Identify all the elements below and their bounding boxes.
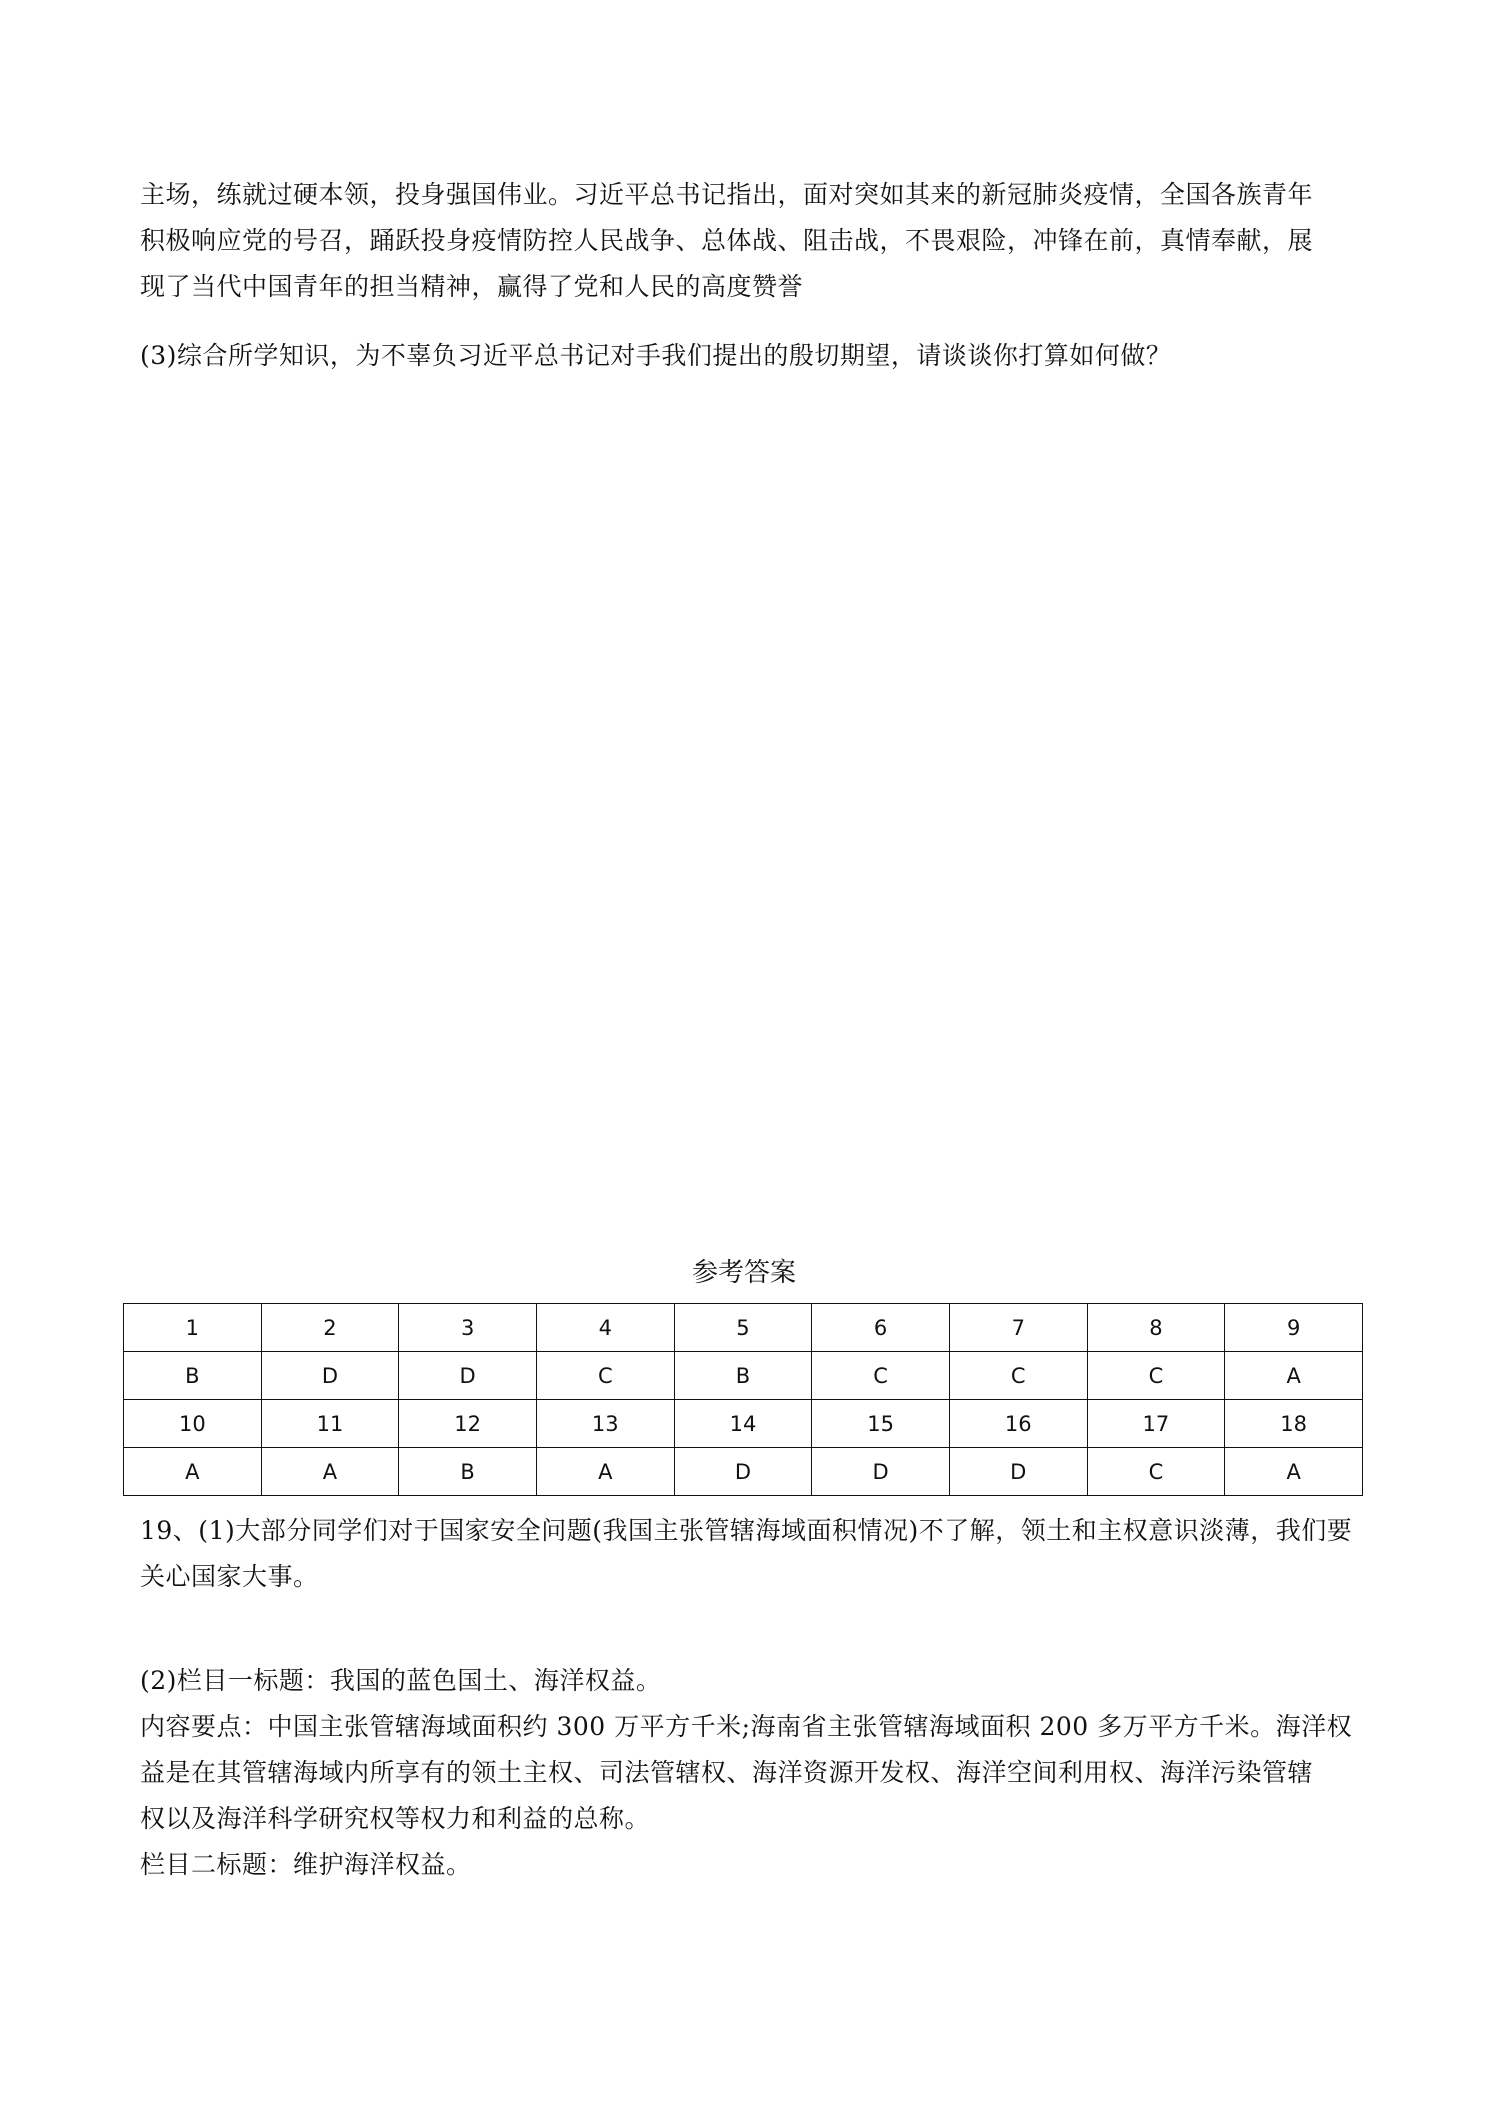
answer-line: 益是在其管辖海域内所享有的领土主权、司法管辖权、海洋资源开发权、海洋空间利用权、海洋污染管辖: [140, 1758, 1314, 1787]
answer-title: 参考答案: [691, 1258, 796, 1288]
intro-line: 主场，练就过硬本领，投身强国伟业。习近平总书记指出，面对突如其来的新冠肺炎疫情，全国各族青年: [140, 180, 1314, 209]
question-number-cell: 5: [674, 1304, 812, 1352]
question-number-cell: 15: [812, 1400, 950, 1448]
question-number-cell: 10: [124, 1400, 262, 1448]
answer-cell: A: [1225, 1352, 1363, 1400]
table-row: [124, 1304, 1363, 1352]
answer-cell: A: [536, 1448, 674, 1496]
answer-line: 关心国家大事。: [140, 1562, 319, 1591]
answer-cell: A: [1225, 1448, 1363, 1496]
answer-cell: B: [124, 1352, 262, 1400]
question-number-cell: 2: [261, 1304, 399, 1352]
answer-cell: D: [949, 1448, 1087, 1496]
answer-cell: C: [812, 1352, 950, 1400]
question-number-cell: 6: [812, 1304, 950, 1352]
answer-cell: C: [1087, 1352, 1225, 1400]
question-number-cell: 16: [949, 1400, 1087, 1448]
table-row: [124, 1448, 1363, 1496]
answer-table: [123, 1303, 1363, 1496]
answer-cell: B: [674, 1352, 812, 1400]
question-number-cell: 11: [261, 1400, 399, 1448]
answer-line: 权以及海洋科学研究权等权力和利益的总称。: [140, 1804, 651, 1833]
answer-cell: C: [949, 1352, 1087, 1400]
answer-line: (2)栏目一标题：我国的蓝色国土、海洋权益。: [140, 1666, 662, 1695]
answer-cell: D: [812, 1448, 950, 1496]
question-number-cell: 17: [1087, 1400, 1225, 1448]
question-number-cell: 14: [674, 1400, 812, 1448]
answer-cell: A: [124, 1448, 262, 1496]
intro-paragraph: [140, 172, 1362, 310]
intro-line: 积极响应党的号召，踊跃投身疫情防控人民战争、总体战、阻击战，不畏艰险，冲锋在前，真情奉献，展: [140, 226, 1314, 255]
question-number-cell: 12: [399, 1400, 537, 1448]
question-number-cell: 13: [536, 1400, 674, 1448]
question-number-cell: 4: [536, 1304, 674, 1352]
table-row: [124, 1352, 1363, 1400]
question-number-cell: 1: [124, 1304, 262, 1352]
question-number-cell: 3: [399, 1304, 537, 1352]
answer-cell: D: [674, 1448, 812, 1496]
table-row: [124, 1400, 1363, 1448]
answer-19-part-2: [140, 1658, 1362, 1888]
question-number-cell: 8: [1087, 1304, 1225, 1352]
answer-line: 内容要点：中国主张管辖海域面积约 300 万平方千米;海南省主张管辖海域面积 200 多万平方千米。海洋权: [140, 1712, 1353, 1741]
answer-cell: D: [399, 1352, 537, 1400]
question-number-cell: 9: [1225, 1304, 1363, 1352]
question-number-cell: 7: [949, 1304, 1087, 1352]
question-3-text: (3)综合所学知识，为不辜负习近平总书记对手我们提出的殷切期望，请谈谈你打算如何做？: [140, 341, 1172, 370]
answer-cell: B: [399, 1448, 537, 1496]
answer-19-part-1: [140, 1508, 1362, 1600]
question-number-cell: 18: [1225, 1400, 1363, 1448]
answer-line: 19、(1)大部分同学们对于国家安全问题(我国主张管辖海域面积情况)不了解，领土和主权意识淡薄，我们要: [140, 1516, 1353, 1545]
answer-line: 栏目二标题：维护海洋权益。: [140, 1850, 472, 1879]
question-3: [140, 333, 1362, 379]
intro-line: 现了当代中国青年的担当精神，赢得了党和人民的高度赞誉: [140, 272, 804, 301]
answer-cell: C: [1087, 1448, 1225, 1496]
answer-cell: A: [261, 1448, 399, 1496]
answer-cell: D: [261, 1352, 399, 1400]
answer-cell: C: [536, 1352, 674, 1400]
